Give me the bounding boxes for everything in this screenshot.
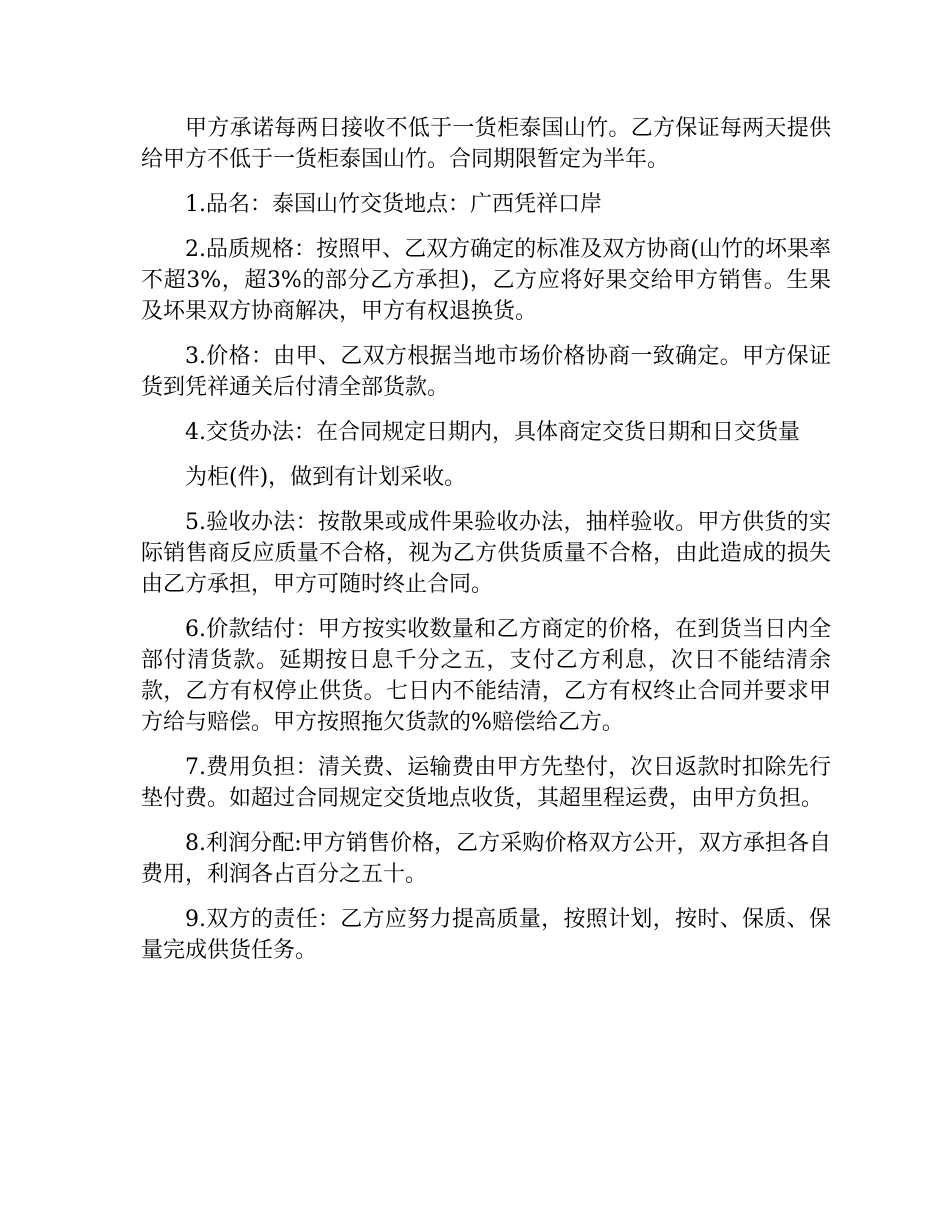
paragraph-item-3: 3.价格：由甲、乙双方根据当地市场价格协商一致确定。甲方保证货到凭祥通关后付清全部货款。 — [141, 344, 831, 400]
paragraph-intro: 甲方承诺每两日接收不低于一货柜泰国山竹。乙方保证每两天提供给甲方不低于一货柜泰国山竹。合同期限暂定为半年。 — [141, 116, 831, 172]
paragraph-item-9: 9.双方的责任：乙方应努力提高质量，按照计划，按时、保质、保量完成供货任务。 — [141, 907, 831, 963]
paragraph-item-2: 2.品质规格：按照甲、乙双方确定的标准及双方协商(山竹的坏果率不超3%，超3%的部分乙方承担)，乙方应将好果交给甲方销售。生果及坏果双方协商解决，甲方有权退换货。 — [141, 237, 831, 324]
paragraph-item-6: 6.价款结付：甲方按实收数量和乙方商定的价格，在到货当日内全部付清货款。延期按日息千分之五，支付乙方利息，次日不能结清余款，乙方有权停止供货。七日内不能结清，乙方有权终止合同并要求甲方给与赔偿。甲方按照拖欠货款的%赔偿给乙方。 — [141, 617, 831, 735]
paragraph-item-5: 5.验收办法：按散果或成件果验收办法，抽样验收。甲方供货的实际销售商反应质量不合格，视为乙方供货质量不合格，由此造成的损失由乙方承担，甲方可随时终止合同。 — [141, 510, 831, 597]
paragraph-item-7: 7.费用负担：清关费、运输费由甲方先垫付，次日返款时扣除先行垫付费。如超过合同规定交货地点收货，其超里程运费，由甲方负担。 — [141, 755, 831, 811]
paragraph-item-1: 1.品名：泰国山竹交货地点：广西凭祥口岸 — [185, 192, 602, 217]
paragraph-item-4: 4.交货办法：在合同规定日期内，具体商定交货日期和日交货量 — [185, 420, 800, 445]
paragraph-item-8: 8.利润分配:甲方销售价格，乙方采购价格双方公开，双方承担各自费用，利润各占百分之五十。 — [141, 831, 831, 887]
document-body — [141, 113, 831, 980]
paragraph-item-4-continued: 为柜(件)，做到有计划采收。 — [185, 465, 467, 490]
